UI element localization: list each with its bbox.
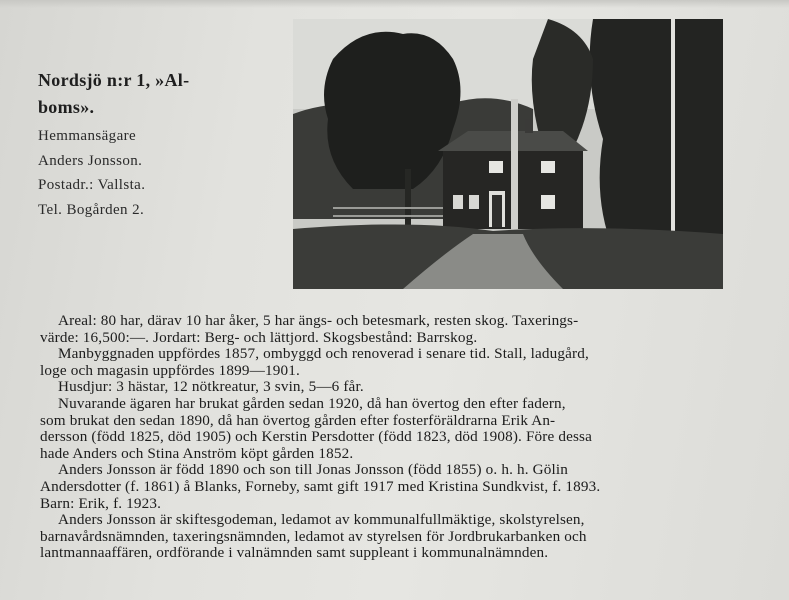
body-line: loge och magasin uppfördes 1899—1901. (40, 361, 300, 379)
entry-title-line: Nordsjö n:r 1, »Al- (38, 70, 190, 90)
body-line: Andersdotter (f. 1861) å Blanks, Forneby, samt gift 1917 med Kristina Sundkvist, f. 1893. (40, 477, 601, 495)
telephone: Tel. Bogården 2. (38, 202, 145, 219)
body-line: lantmannaaffären, ordförande i valnämnden samt suppleant i kommunalnämnden. (40, 544, 549, 562)
body-line: Nuvarande ägaren har brukat gården sedan 1920, då han övertog den efter fadern, (58, 394, 566, 412)
body-line: Areal: 80 har, därav 10 har åker, 5 har ängs- och betesmark, resten skog. Taxerings- (58, 312, 579, 329)
body-line: som brukat den sedan 1890, då han övertog gården efter fosterföräldrarna Erik An- (40, 411, 556, 429)
postal-address: Postadr.: Vallsta. (38, 177, 146, 194)
body-line: Barn: Erik, f. 1923. (40, 494, 162, 512)
body-line: Anders Jonsson är född 1890 och son till Jonas Jonsson (född 1855) o. h. h. Gölin (58, 461, 568, 479)
body-line: värde: 16,500:—. Jordart: Berg- och lättjord. Skogsbestånd: Barrskog. (40, 328, 478, 346)
body-line: Husdjur: 3 hästar, 12 nötkreatur, 3 svin, 5—6 får. (58, 378, 364, 396)
owner-info (38, 124, 268, 223)
body-line: dersson (född 1825, död 1905) och Kerstin Persdotter (född 1823, död 1908). Före dessa (40, 428, 592, 446)
owner-role: Hemmansägare (38, 128, 137, 144)
body-line: barnavårdsnämnden, taxeringsnämnden, ledamot av styrelsen för Jordbrukarbanken och (40, 527, 587, 545)
entry-body (40, 313, 730, 562)
farmhouse-photo (293, 19, 723, 289)
entry-title-line: boms». (38, 97, 95, 117)
body-line: Anders Jonsson är skiftesgodeman, ledamot av kommunalfullmäktige, skolstyrelsen, (58, 511, 585, 529)
body-line: Manbyggnaden uppfördes 1857, ombyggd och renoverad i senare tid. Stall, ladugård, (58, 345, 589, 363)
body-line: hade Anders och Stina Anström köpt gården 1852. (40, 444, 354, 462)
owner-name: Anders Jonsson. (38, 152, 143, 169)
page-edge (0, 0, 789, 8)
farmhouse-photo-image (293, 19, 723, 289)
entry-title (38, 67, 238, 121)
